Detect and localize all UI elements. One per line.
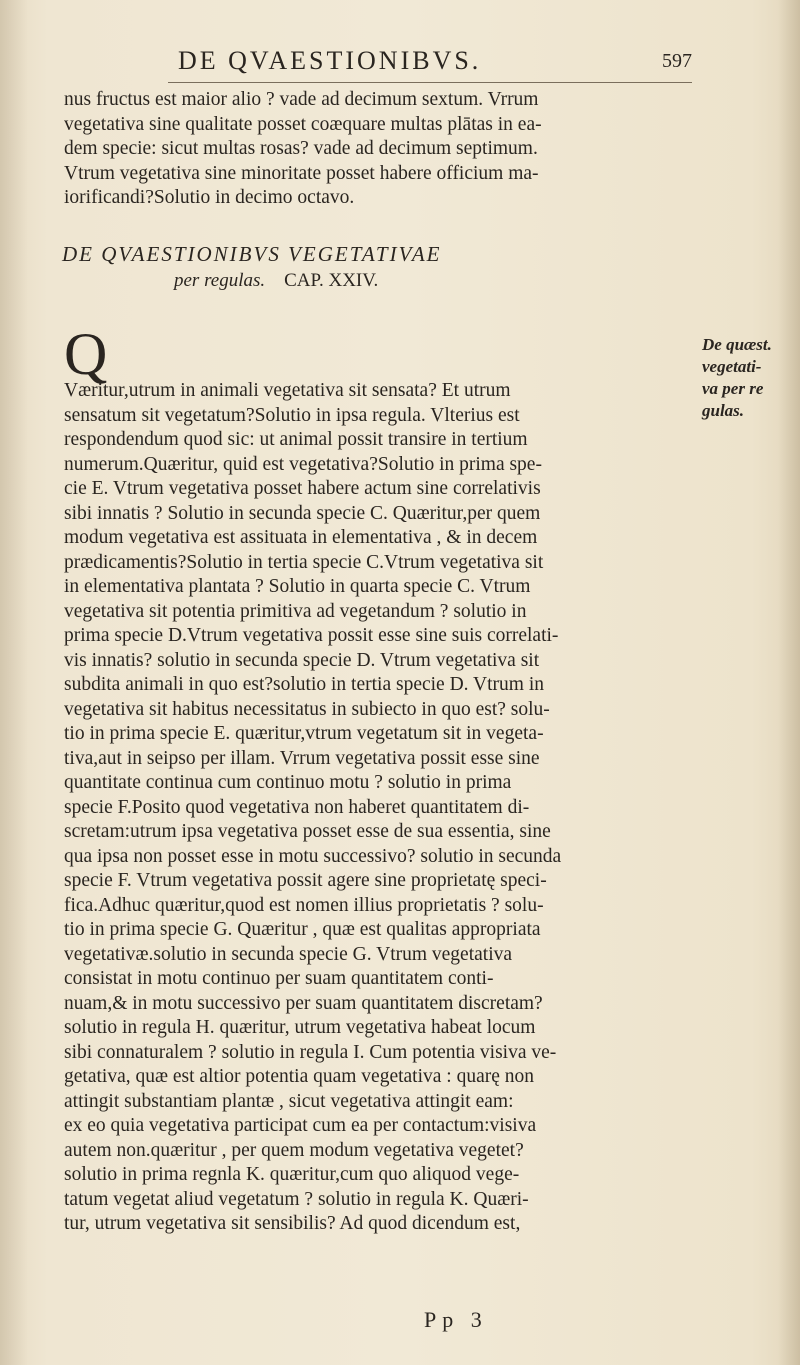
text-line: quantitate continua cum continuo motu ? solutio in prima xyxy=(64,772,512,793)
gutter-shadow xyxy=(0,0,28,1365)
text-line: nuam,& in motu successivo per suam quantitatem discretam? xyxy=(64,992,543,1014)
text-line: tio in prima specie E. quæritur,vtrum vegetatum sit in vegeta- xyxy=(64,723,544,744)
page-edge-shadow xyxy=(778,0,800,1365)
text-line: solutio in prima regnla K. quæritur,cum quo aliquod vege- xyxy=(64,1164,520,1185)
chapter-body xyxy=(64,321,724,1237)
chapter-number: CAP. XXIV. xyxy=(284,270,379,291)
text-line: scretam:utrum ipsa vegetativa posset esse de sua essentia, sine xyxy=(64,821,551,842)
text-line: vegetativa sine qualitate posset coæquare multas plātas in ea- xyxy=(64,113,542,135)
text-line: in elementativa plantata ? Solutio in quarta specie C. Vtrum xyxy=(64,576,531,597)
marginal-note-line: gulas. xyxy=(702,401,745,420)
text-line: sibi connaturalem ? solutio in regula I. Cum potentia visiva ve- xyxy=(64,1041,557,1063)
text-line: numerum.Quæritur, quid est vegetativa?Solutio in prima spe- xyxy=(64,453,542,475)
text-line: iorificandi?Solutio in decimo octavo. xyxy=(64,187,355,208)
text-line: tiva,aut in seipso per illam. Vrrum vegetativa possit esse sine xyxy=(64,747,540,769)
text-line: attingit substantiam plantæ , sicut vegetativa attingit eam: xyxy=(64,1090,514,1112)
marginal-note-line: De quæst. xyxy=(702,335,772,354)
marginal-note-line: vegetati- xyxy=(702,357,762,376)
text-line: specie F. Vtrum vegetativa possit agere sine proprietatę speci- xyxy=(64,870,547,891)
text-line: tur, utrum vegetativa sit sensibilis? Ad quod dicendum est, xyxy=(64,1213,521,1234)
text-line: prima specie D.Vtrum vegetativa possit esse sine suis correlati- xyxy=(64,625,559,646)
text-line: subdita animali in quo est?solutio in tertia specie D. Vtrum in xyxy=(64,674,545,695)
chapter-subtitle xyxy=(62,268,622,294)
text-line: sibi innatis ? Solutio in secunda specie C. Quæritur,per quem xyxy=(64,502,541,524)
text-line: nus fructus est maior alio ? vade ad decimum sextum. Vrrum xyxy=(64,89,539,110)
text-line: autem non.quæritur , per quem modum vegetativa vegetet? xyxy=(64,1139,524,1161)
text-line: getativa, quæ est altior potentia quam vegetativa : quarę non xyxy=(64,1066,535,1087)
signature-mark: Pp 3 xyxy=(424,1307,488,1332)
page-number: 597 xyxy=(662,50,692,72)
running-head-title: DE QVAESTIONIBVS. xyxy=(178,46,482,75)
text-line: Væritur,utrum in animali vegetativa sit sensata? Et utrum xyxy=(64,380,511,401)
text-line: vegetativa sit habitus necessitatus in subiecto in quo est? solu- xyxy=(64,698,550,720)
text-line: Vtrum vegetativa sine minoritate posset habere officium ma- xyxy=(64,162,539,184)
chapter-title: DE QVAESTIONIBVS VEGETATIVAE xyxy=(62,242,442,266)
text-line: vegetativa sit potentia primitiva ad vegetandum ? solutio in xyxy=(64,600,527,622)
text-line: specie F.Posito quod vegetativa non haberet quantitatem di- xyxy=(64,796,530,818)
text-line: vis innatis? solutio in secunda specie D. Vtrum vegetativa sit xyxy=(64,649,540,671)
text-line: ex eo quia vegetativa participat cum ea per contactum:visiva xyxy=(64,1115,537,1136)
marginal-note-line: va per re xyxy=(702,379,764,398)
chapter-heading xyxy=(62,240,622,294)
text-line: tatum vegetat aliud vegetatum ? solutio in regula K. Quæri- xyxy=(64,1188,529,1210)
text-line: sensatum sit vegetatum?Solutio in ipsa regula. Vlterius est xyxy=(64,404,520,426)
text-line: cie E. Vtrum vegetativa posset habere actum sine correlativis xyxy=(64,478,541,499)
text-line: modum vegetativa est assituata in elementativa , & in decem xyxy=(64,527,538,548)
text-line: vegetativæ.solutio in secunda specie G. Vtrum vegetativa xyxy=(64,943,513,965)
text-line: respondendum quod sic: ut animal possit transire in tertium xyxy=(64,429,528,450)
text-line: prædicamentis?Solutio in tertia specie C.Vtrum vegetativa sit xyxy=(64,551,544,573)
text-line: fica.Adhuc quæritur,quod est nomen illius proprietatis ? solu- xyxy=(64,894,544,916)
chapter-subtitle-italic: per regulas. xyxy=(174,270,266,291)
drop-cap: Q xyxy=(64,321,108,387)
header-rule xyxy=(168,82,692,83)
text-line: dem specie: sicut multas rosas? vade ad decimum septimum. xyxy=(64,138,538,159)
text-line: qua ipsa non posset esse in motu successivo? solutio in secunda xyxy=(64,845,562,867)
text-line: tio in prima specie G. Quæritur , quæ est qualitas appropriata xyxy=(64,919,541,940)
running-head xyxy=(0,44,800,84)
text-line: solutio in regula H. quæritur, utrum vegetativa habeat locum xyxy=(64,1017,536,1038)
text-line: consistat in motu continuo per suam quantitatem conti- xyxy=(64,968,494,989)
intro-paragraph xyxy=(64,88,704,211)
